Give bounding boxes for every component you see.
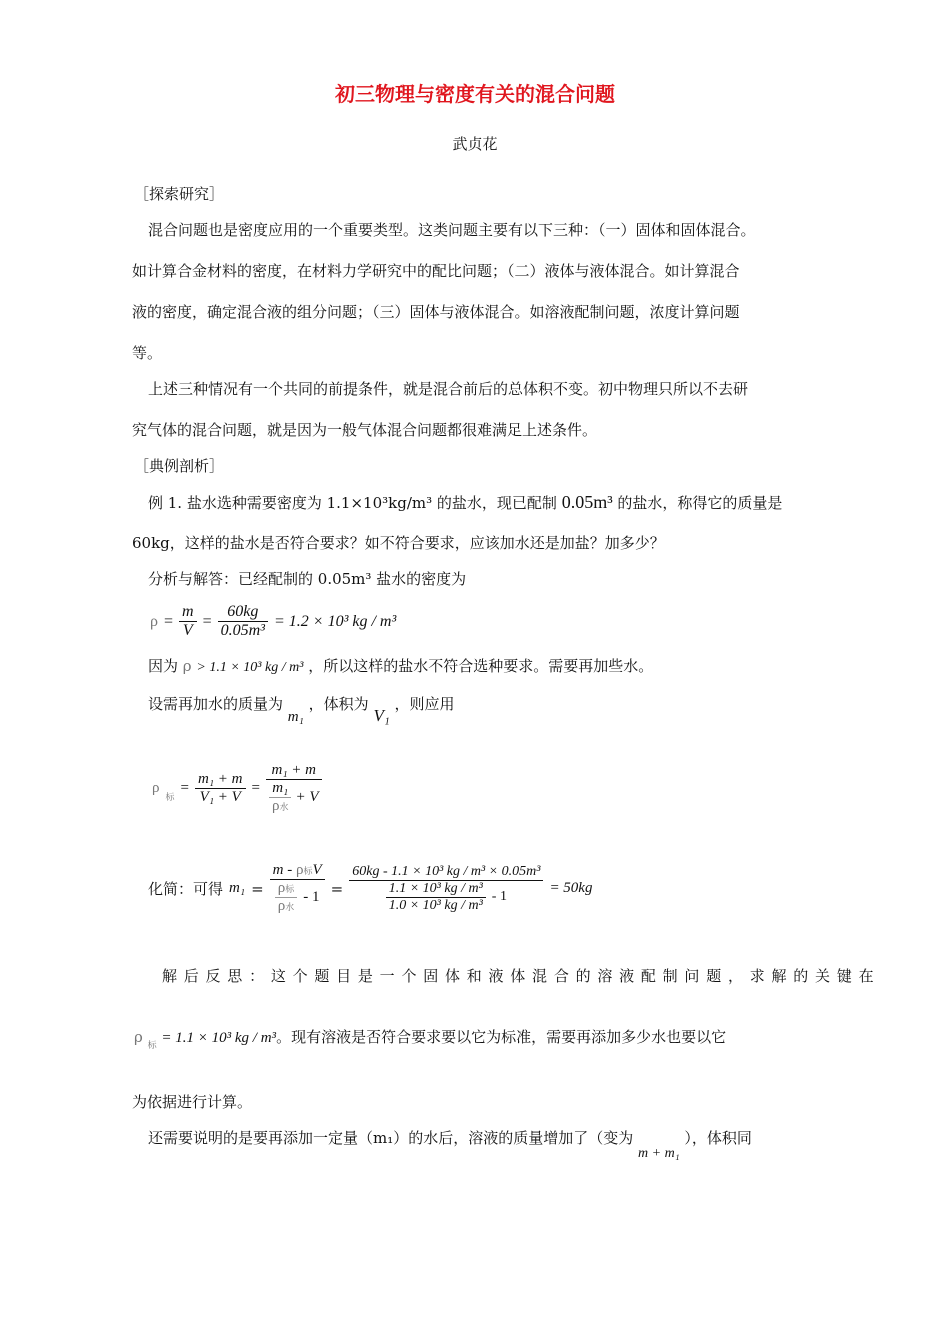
author-name: 武贞花 bbox=[452, 135, 498, 153]
note-text: 还需要说明的是要再添加一定量（m₁）的水后，溶液的质量增加了（变为 bbox=[148, 1129, 634, 1147]
equation-result: = 1.2 × 10³ kg / m³ bbox=[273, 612, 397, 630]
subscript: 标 bbox=[285, 884, 295, 894]
paragraph-line: 等。 bbox=[132, 344, 163, 362]
paragraph-line: 液的密度，确定混合液的组分问题；（三）固体与液体混合。如溶液配制问题，浓度计算问题 bbox=[132, 303, 740, 321]
page-title: 初三物理与密度有关的混合问题 bbox=[335, 82, 615, 106]
numerator bbox=[275, 880, 298, 897]
denominator bbox=[269, 798, 292, 815]
denominator bbox=[275, 898, 298, 915]
rho-symbol: ρ bbox=[295, 862, 304, 878]
density-equation: ρ = $\frac{m}{V}$ = $\frac{60kg}{\text{0.05m³}}$ = 1.2 × 10³ kg / m³ bbox=[150, 603, 397, 639]
subscript: 标 bbox=[303, 866, 313, 876]
reflection-line: 为依据进行计算。 bbox=[132, 1093, 253, 1111]
numerator: m bbox=[182, 603, 194, 620]
numerator-part: m - bbox=[272, 862, 293, 878]
section-heading-example: ［典例剖析］ bbox=[134, 457, 225, 475]
denominator: 1.0 × 10³ kg / m³ bbox=[388, 897, 483, 913]
rho-symbol: ρ bbox=[152, 780, 160, 796]
denominator bbox=[272, 880, 323, 915]
minus-one: - 1 bbox=[303, 889, 320, 905]
mixture-density-equation: ρ 标 = $\frac{\text{m₁ + m}}{\text{V₁ + V}}$ = m₁ + m $\frac{\text{m₁}}{\text{ρ水}}$ + V bbox=[152, 762, 322, 815]
numerator: m₁ + m bbox=[271, 762, 316, 778]
numerator: 60kg bbox=[227, 603, 259, 620]
because-text: ，所以这样的盐水不符合选种要求。需要再加些水。 bbox=[308, 657, 654, 675]
fraction bbox=[179, 603, 197, 640]
standard-density: = 1.1 × 10³ kg / m³ bbox=[161, 1030, 277, 1046]
numerator: 60kg - 1.1 × 10³ kg / m³ × 0.05m³ bbox=[352, 863, 541, 879]
fraction bbox=[218, 603, 268, 640]
because-line bbox=[148, 656, 653, 678]
numerator bbox=[270, 862, 325, 879]
rho-symbol: ρ bbox=[277, 898, 286, 914]
reflection-line bbox=[134, 1027, 726, 1050]
rho-symbol: ρ bbox=[134, 1028, 143, 1046]
example-line: 60kg，这样的盐水是否符合要求？如不符合要求，应该加水还是加盐？加多少？ bbox=[132, 534, 665, 552]
numerator: 1.1 × 10³ kg / m³ bbox=[388, 880, 483, 896]
because-text: 因为 bbox=[148, 657, 179, 675]
numerator-part: V bbox=[312, 862, 322, 878]
rho-symbol: ρ bbox=[277, 880, 286, 896]
minus-one: - 1 bbox=[491, 889, 507, 904]
denominator: V bbox=[182, 622, 193, 639]
assumption-text: 设需再加水的质量为 bbox=[148, 695, 284, 713]
subscript: 水 bbox=[285, 902, 295, 912]
note-text: ），体积同 bbox=[684, 1129, 752, 1147]
example-line bbox=[148, 492, 782, 513]
subscript: 标 bbox=[147, 1041, 157, 1051]
paragraph-line: 如计算合金材料的密度，在材料力学研究中的配比问题；（二）液体与液体混合。如计算混合 bbox=[132, 262, 740, 280]
reflection-line: 解 后 反 思 ： 这 个 题 目 是 一 个 固 体 和 液 体 混 合 的 溶 液 配 制 问 题 ， 求 解 的 关 键 在 bbox=[162, 967, 875, 985]
denominator-tail: + V bbox=[295, 789, 319, 805]
fraction bbox=[275, 880, 298, 915]
example-text: 例 1. 盐水选种需要密度为 1.1×10³kg/m³ 的盐水，现已配制 bbox=[148, 494, 557, 512]
fraction bbox=[270, 862, 325, 915]
fraction bbox=[349, 864, 543, 914]
denominator: V₁ + V bbox=[199, 789, 241, 805]
mass-sum: m + m₁ bbox=[638, 1146, 680, 1161]
paragraph-line: 究气体的混合问题，就是因为一般气体混合问题都很难满足上述条件。 bbox=[132, 421, 598, 439]
variable-m1: m₁ bbox=[287, 709, 304, 725]
paragraph-line: 上述三种情况有一个共同的前提条件，就是混合前后的总体积不变。初中物理只所以不去研 bbox=[148, 380, 749, 398]
denominator bbox=[383, 881, 510, 914]
example-text: 的盐水，称得它的质量是 bbox=[617, 494, 783, 512]
paragraph-line: 混合问题也是密度应用的一个重要类型。这类问题主要有以下三种：（一）固体和固体混合。 bbox=[148, 221, 756, 239]
subscript: 水 bbox=[279, 802, 289, 812]
variable-m1: m₁ bbox=[229, 880, 246, 896]
rho-symbol: ρ bbox=[271, 798, 280, 814]
fraction bbox=[269, 780, 292, 815]
denominator bbox=[266, 780, 322, 815]
subscript: 标 bbox=[165, 792, 175, 802]
rho-symbol: ρ bbox=[150, 612, 158, 630]
inequality: > 1.1 × 10³ kg / m³ bbox=[196, 660, 304, 675]
note-line bbox=[148, 1128, 752, 1161]
simplify-label: 化简：可得 bbox=[148, 880, 224, 898]
variable-v1: V₁ bbox=[373, 706, 390, 725]
simplified-equation: 化简：可得 m₁ = m - ρ标V $\frac{\text{ρ标}}{\text{ρ水}}$ - 1 = 60kg - 1.1 × 10³ kg / m³ × 0.05m³ $\frac{\text{1.1 × 10³ kg / m³}}{\text{1.0 × 10³ kg / m³}}$ - 1 = 50kg bbox=[148, 862, 593, 914]
reflection-text: 。现有溶液是否符合要求要以它为标准，需要再添加多少水也要以它 bbox=[276, 1028, 727, 1046]
section-heading-explore: ［探索研究］ bbox=[134, 185, 225, 203]
assumption-line bbox=[148, 694, 455, 725]
equation-result: = 50kg bbox=[549, 880, 593, 896]
analysis-line: 分析与解答：已经配制的 0.05m³ 盐水的密度为 bbox=[148, 570, 467, 588]
denominator: 0.05m³ bbox=[220, 622, 265, 639]
fraction bbox=[266, 762, 322, 815]
fraction bbox=[386, 881, 486, 914]
volume-value: 0.05m³ bbox=[561, 492, 613, 512]
numerator: m₁ + m bbox=[197, 771, 243, 787]
rho-symbol: ρ bbox=[182, 657, 192, 675]
assumption-text: ，则应用 bbox=[394, 695, 455, 713]
assumption-text: ，体积为 bbox=[308, 695, 369, 713]
fraction bbox=[195, 771, 246, 806]
numerator: m₁ bbox=[272, 780, 289, 796]
